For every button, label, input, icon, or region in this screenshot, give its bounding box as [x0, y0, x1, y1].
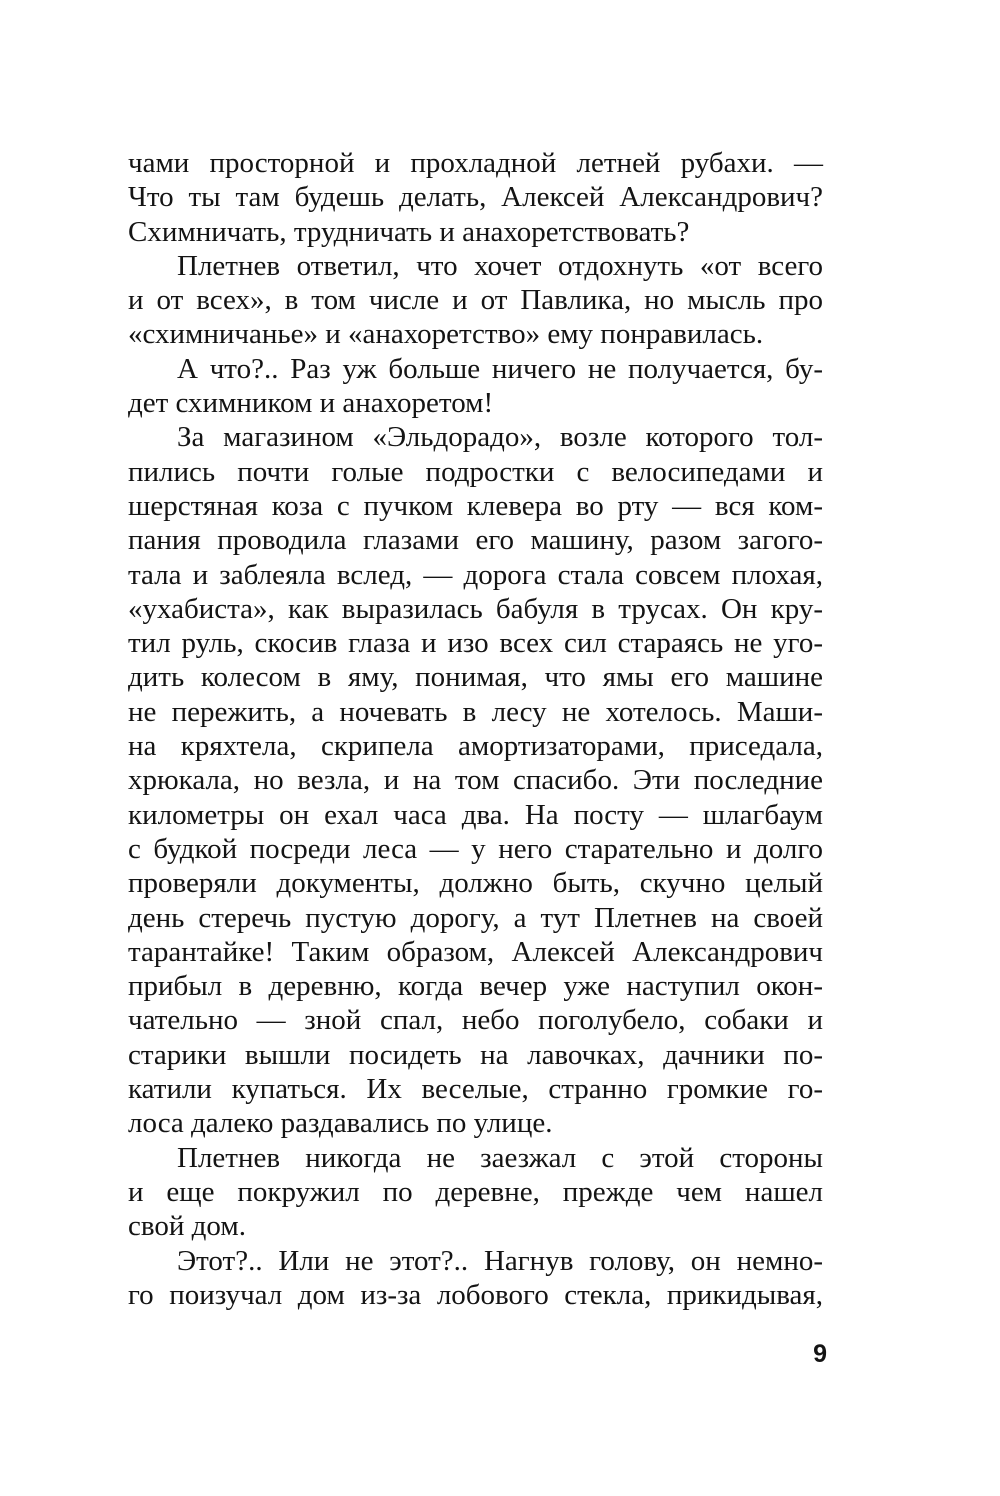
text-line: день стеречь пустую дорогу, а тут Плетнев на своей: [128, 901, 823, 934]
body-text: [128, 146, 823, 1312]
text-line: Плетнев ответил, что хочет отдохнуть «от всего: [177, 249, 823, 282]
paragraph: [128, 352, 823, 421]
paragraph: [128, 1244, 823, 1313]
text-line: чательно — зной спал, небо поголубело, собаки и: [128, 1004, 823, 1037]
text-line: За магазином «Эльдорадо», возле которого тол-: [177, 421, 823, 454]
text-line: Что ты там будешь делать, Алексей Александрович?: [128, 181, 823, 214]
text-line: дет схимником и анахоретом!: [128, 387, 494, 420]
text-line: Этот?.. Или не этот?.. Нагнув голову, он немно-: [177, 1244, 823, 1277]
text-line: не пережить, а ночевать в лесу не хотелось. Маши-: [128, 695, 823, 728]
text-line: го поизучал дом из-за лобового стекла, прикидывая,: [128, 1278, 823, 1311]
text-line: «ухабиста», как выразилась бабуля в трусах. Он кру-: [128, 592, 823, 625]
text-line: тарантайке! Таким образом, Алексей Александрович: [128, 935, 823, 968]
text-line: Схимничать, трудничать и анахоретствовать?: [128, 215, 690, 248]
text-line: километры он ехал часа два. На посту — шлагбаум: [128, 798, 823, 831]
text-line: тала и заблеяла вслед, — дорога стала совсем плохая,: [128, 558, 823, 591]
text-line: шерстяная коза с пучком клевера во рту — вся ком-: [128, 489, 823, 522]
text-line: и еще покружил по деревне, прежде чем нашел: [128, 1175, 823, 1208]
text-line: дить колесом в яму, понимая, что ямы его машине: [128, 661, 823, 694]
text-line: старики вышли посидеть на лавочках, дачники по-: [128, 1038, 823, 1071]
text-line: проверяли документы, должно быть, скучно целый: [128, 867, 823, 900]
text-line: и от всех», в том числе и от Павлика, но мысль про: [128, 284, 823, 317]
text-line: тил руль, скосив глаза и изо всех сил стараясь не уго-: [128, 627, 823, 660]
paragraph: [128, 249, 823, 352]
text-line: с будкой посреди леса — у него старательно и долго: [128, 832, 823, 865]
paragraph: [128, 146, 823, 249]
paragraph: [128, 1141, 823, 1244]
text-line: хрюкала, но везла, и на том спасибо. Эти последние: [128, 764, 823, 797]
text-line: катили купаться. Их веселые, странно громкие го-: [128, 1073, 823, 1106]
text-line: пания проводила глазами его машину, разом загого-: [128, 524, 823, 557]
text-line: лоса далеко раздавались по улице.: [128, 1107, 553, 1140]
text-line: «схимничанье» и «анахоретство» ему понравилась.: [128, 318, 764, 351]
paragraph: [128, 420, 823, 1140]
text-line: свой дом.: [128, 1210, 246, 1243]
text-line: А что?.. Раз уж больше ничего не получается, бу-: [177, 352, 823, 385]
text-line: пились почти голые подростки с велосипедами и: [128, 455, 823, 488]
text-line: чами просторной и прохладной летней рубахи. —: [128, 147, 823, 179]
page-number: 9: [813, 1340, 827, 1368]
text-line: на кряхтела, скрипела амортизаторами, приседала,: [128, 730, 823, 763]
text-line: прибыл в деревню, когда вечер уже наступил окон-: [128, 970, 823, 1003]
text-line: Плетнев никогда не заезжал с этой стороны: [177, 1141, 823, 1174]
